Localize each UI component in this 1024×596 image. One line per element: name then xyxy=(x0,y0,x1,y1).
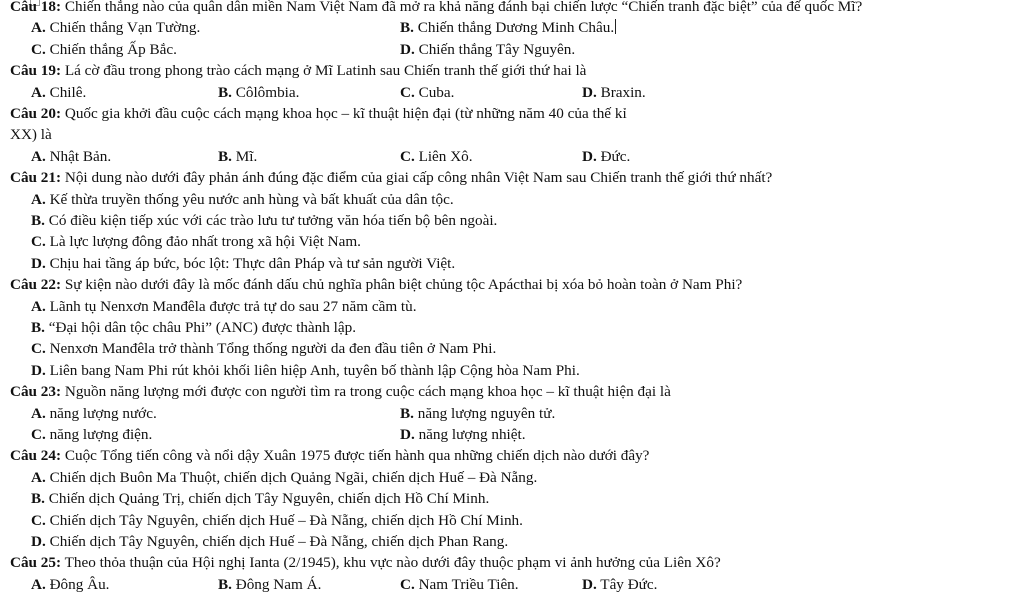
option-d[interactable]: D. Chịu hai tầng áp bức, bóc lột: Thực dân Pháp và tư sản người Việt. xyxy=(31,254,456,272)
option-a[interactable]: A. Chiến thắng Vạn Tường. xyxy=(31,19,201,37)
option-b[interactable]: B. Chiến dịch Quảng Trị, chiến dịch Tây Nguyên, chiến dịch Hồ Chí Minh. xyxy=(31,490,490,508)
question-text: Theo thỏa thuận của Hội nghị Ianta (2/1945), khu vực nào dưới đây thuộc phạm vi ảnh hưởng của Liên Xô? xyxy=(61,554,721,572)
option-d[interactable]: D. năng lượng nhiệt. xyxy=(400,426,526,444)
option-b[interactable]: B. Côlômbia. xyxy=(218,83,300,101)
question-text: Nội dung nào dưới đây phản ánh đúng đặc điểm của giai cấp công nhân Việt Nam sau Chiến tranh thế giới thứ nhất? xyxy=(61,169,773,187)
option-d[interactable]: D. Đức. xyxy=(582,147,631,165)
question-number: Câu 25: xyxy=(10,554,62,572)
question-number: Câu 21: xyxy=(10,169,62,187)
options-row xyxy=(0,39,1024,60)
question-18 xyxy=(0,0,1024,17)
option-c[interactable]: C. Nenxơn Manđêla trở thành Tổng thống người da đen đầu tiên ở Nam Phi. xyxy=(31,340,497,358)
option-b[interactable]: B. Mĩ. xyxy=(218,147,258,165)
option-a[interactable]: A. Chilê. xyxy=(31,83,87,101)
option-a[interactable]: A. Kế thừa truyền thống yêu nước anh hùng và bất khuất của dân tộc. xyxy=(31,190,454,208)
text-cursor xyxy=(615,19,616,34)
question-text: Nguồn năng lượng mới được con người tìm ra trong cuộc cách mạng khoa học – kĩ thuật hiện đại là xyxy=(61,383,671,401)
option-c[interactable]: C. Cuba. xyxy=(400,83,455,101)
option-b[interactable]: B. năng lượng nguyên tử. xyxy=(400,404,556,422)
question-text: Cuộc Tổng tiến công và nổi dậy Xuân 1975 được tiến hành qua những chiến dịch nào dưới đây? xyxy=(61,447,650,465)
option-b[interactable]: B. Đông Nam Á. xyxy=(218,575,322,593)
option-d[interactable]: D. Chiến dịch Tây Nguyên, chiến dịch Huế – Đà Nẵng, chiến dịch Phan Rang. xyxy=(31,533,509,551)
option-d[interactable]: D. Braxin. xyxy=(582,83,646,101)
question-number: Câu 22: xyxy=(10,276,62,294)
question-number: Câu 24: xyxy=(10,447,62,465)
option-a[interactable]: A. Chiến dịch Buôn Ma Thuột, chiến dịch Quảng Ngãi, chiến dịch Huế – Đà Nẵng. xyxy=(31,468,538,486)
option-a[interactable]: A. Lãnh tụ Nenxơn Manđêla được trả tự do sau 27 năm cầm tù. xyxy=(31,297,417,315)
options-row xyxy=(0,17,1024,38)
option-c[interactable]: C. năng lượng điện. xyxy=(31,426,153,444)
option-c[interactable]: C. Chiến thắng Ấp Bắc. xyxy=(31,40,177,58)
question-24 xyxy=(0,445,1024,466)
question-23 xyxy=(0,381,1024,402)
option-d[interactable]: D. Liên bang Nam Phi rút khỏi khối liên hiệp Anh, tuyên bố thành lập Cộng hòa Nam Phi. xyxy=(31,361,580,379)
options-row xyxy=(0,403,1024,424)
question-20 xyxy=(0,103,1024,124)
options-row xyxy=(0,146,1024,167)
question-number: Câu 20: xyxy=(10,104,62,122)
option-c[interactable]: C. Nam Triều Tiên. xyxy=(400,575,519,593)
question-number: Câu 19: xyxy=(10,62,62,80)
question-number: Câu 23: xyxy=(10,383,62,401)
options-row xyxy=(0,424,1024,445)
option-a[interactable]: A. năng lượng nước. xyxy=(31,404,157,422)
options-row xyxy=(0,82,1024,103)
option-b[interactable]: B. “Đại hội dân tộc châu Phi” (ANC) được thành lập. xyxy=(31,319,357,337)
option-c[interactable]: C. Liên Xô. xyxy=(400,147,473,165)
option-b[interactable]: B. Chiến thắng Dương Minh Châu. xyxy=(400,19,615,37)
options-row xyxy=(0,574,1024,595)
question-number: Câu 18: xyxy=(10,0,62,15)
option-a[interactable]: A. Đông Âu. xyxy=(31,575,110,593)
question-21 xyxy=(0,167,1024,188)
option-c[interactable]: C. Là lực lượng đông đảo nhất trong xã hội Việt Nam. xyxy=(31,233,361,251)
option-a[interactable]: A. Nhật Bản. xyxy=(31,147,112,165)
question-19 xyxy=(0,60,1024,81)
option-b[interactable]: B. Có điều kiện tiếp xúc với các trào lưu tư tưởng văn hóa tiến bộ bên ngoài. xyxy=(31,212,498,229)
option-c[interactable]: C. Chiến dịch Tây Nguyên, chiến dịch Huế – Đà Nẵng, chiến dịch Hồ Chí Minh. xyxy=(31,511,523,529)
question-text: Quốc gia khởi đầu cuộc cách mạng khoa học – kĩ thuật hiện đại (từ những năm 40 của thế kỉ xyxy=(61,104,627,122)
question-text-continued: XX) là xyxy=(10,126,52,144)
question-25 xyxy=(0,552,1024,573)
question-text: Lá cờ đầu trong phong trào cách mạng ở Mĩ Latinh sau Chiến tranh thế giới thứ hai là xyxy=(61,62,587,80)
question-text: Chiến thắng nào của quân dân miền Nam Việt Nam đã mở ra khả năng đánh bại chiến lược “Chiến tranh đặc biệt” của đế quốc Mĩ? xyxy=(61,0,863,15)
question-text: Sự kiện nào dưới đây là mốc đánh dấu chủ nghĩa phân biệt chủng tộc Apácthai bị xóa bỏ hoàn toàn ở Nam Phi? xyxy=(61,276,743,294)
option-d[interactable]: D. Chiến thắng Tây Nguyên. xyxy=(400,40,576,58)
option-d[interactable]: D. Tây Đức. xyxy=(582,575,658,593)
question-22 xyxy=(0,274,1024,295)
